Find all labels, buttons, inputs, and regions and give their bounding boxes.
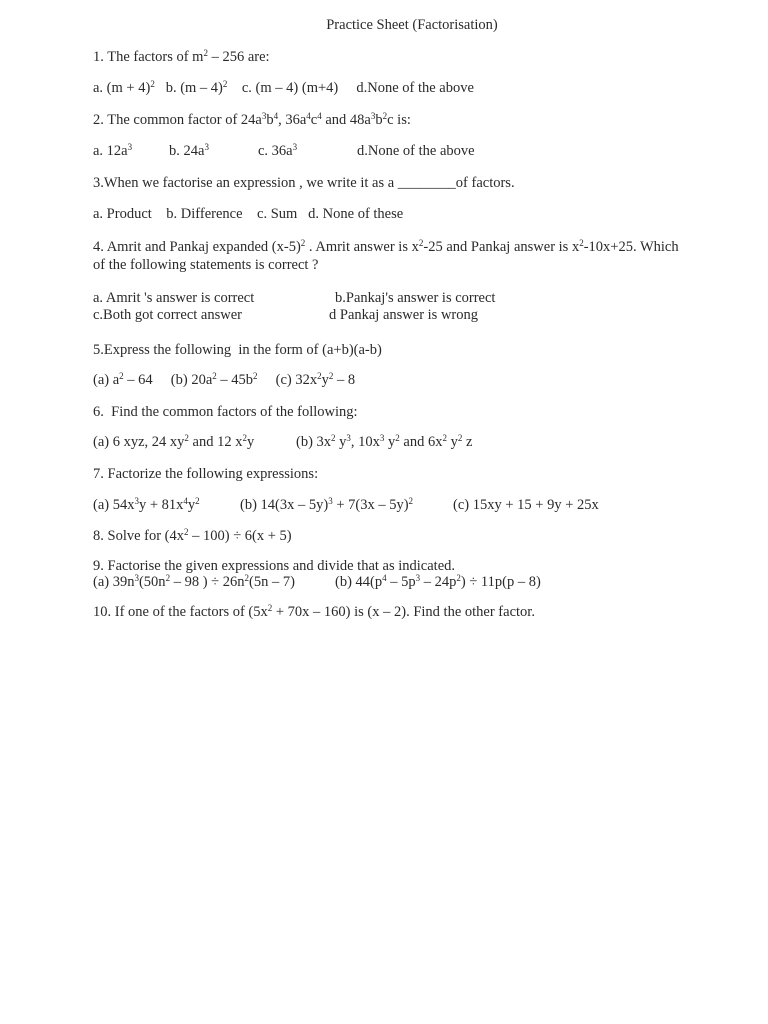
question-2: 2. The common factor of $24a^3b^4$, $36a^4c^4$ and $48a^3b^2c$ is: <box>93 111 411 128</box>
question-7-part-a: (a) $54x^3y + 81x^4y^2$ <box>93 496 200 513</box>
question-4-option-a: a. Amrit 's answer is correct <box>93 290 255 306</box>
question-4-option-c: c.Both got correct answer <box>93 307 242 323</box>
question-10: 10. If one of the factors of $(5x^2 + 70x - 160)$ is (x – 2). Find the other factor. <box>93 603 535 620</box>
question-9-part-b: (b) $44(p^4 - 5p^3 - 24p^2) \div 11p(p - 8)$ <box>335 573 541 590</box>
question-6-part-a: (a) 6 xyz, 24 $xy^2$ and 12 $x^2y$ <box>93 433 255 450</box>
question-2-option-d: d.None of the above <box>357 143 475 159</box>
question-5-parts: (a) $a^2 - 64$ (b) $20a^2 - 45b^2$ (c) $32x^2y^2 - 8$ <box>93 371 356 388</box>
question-9-part-a: (a) $39n^3(50n^2 - 98$ ) ÷ $26n^2(5n - 7)$ <box>93 573 295 590</box>
question-1-options: a. $(m + 4)^2$ b. (m – 4)$^2$ c. (m – 4) (m+4) d.None of the above <box>93 79 474 96</box>
question-3-options: a. Product b. Difference c. Sum d. None of these <box>93 206 404 222</box>
question-9: 9. Factorise the given expressions and divide that as indicated. <box>93 558 456 574</box>
question-3: 3.When we factorise an expression , we write it as a ________of factors. <box>93 175 515 191</box>
question-6-part-b: (b) $3x^2$ $y^3$, $10x^3$ $y^2$ and $6x^2$ $y^2$ z <box>296 433 473 450</box>
question-5: 5.Express the following in the form of (a+b)(a-b) <box>93 342 382 358</box>
question-8: 8. Solve for $(4x^2 - 100) \div 6(x + 5)$ <box>93 527 292 544</box>
question-4-option-d: d Pankaj answer is wrong <box>329 307 479 323</box>
question-7-part-c: (c) 15xy + 15 + 9y + 25x <box>453 497 599 513</box>
question-2-option-b: b. $24a^3$ <box>169 142 209 159</box>
page-title: Practice Sheet (Factorisation) <box>326 17 498 33</box>
question-4-option-b: b.Pankaj's answer is correct <box>335 290 496 306</box>
question-7: 7. Factorize the following expressions: <box>93 466 319 482</box>
question-2-option-a: a. $12a^3$ <box>93 142 133 159</box>
question-4-line-2: of the following statements is correct ? <box>93 257 319 273</box>
question-2-option-c: c. $36a^3$ <box>258 142 298 159</box>
question-4: 4. Amrit and Pankaj expanded $(x-5)^2$ . Amrit answer is $x^2-25$ and Pankaj answer is $x^2-10x+25$. Which <box>93 238 679 255</box>
question-6: 6. Find the common factors of the following: <box>93 404 358 420</box>
question-7-part-b: (b) 14(3x – 5y)$^3$ + 7(3x – 5y)$^2$ <box>240 496 414 513</box>
question-1: 1. The factors of $m^2 - 256$ are: <box>93 48 270 65</box>
